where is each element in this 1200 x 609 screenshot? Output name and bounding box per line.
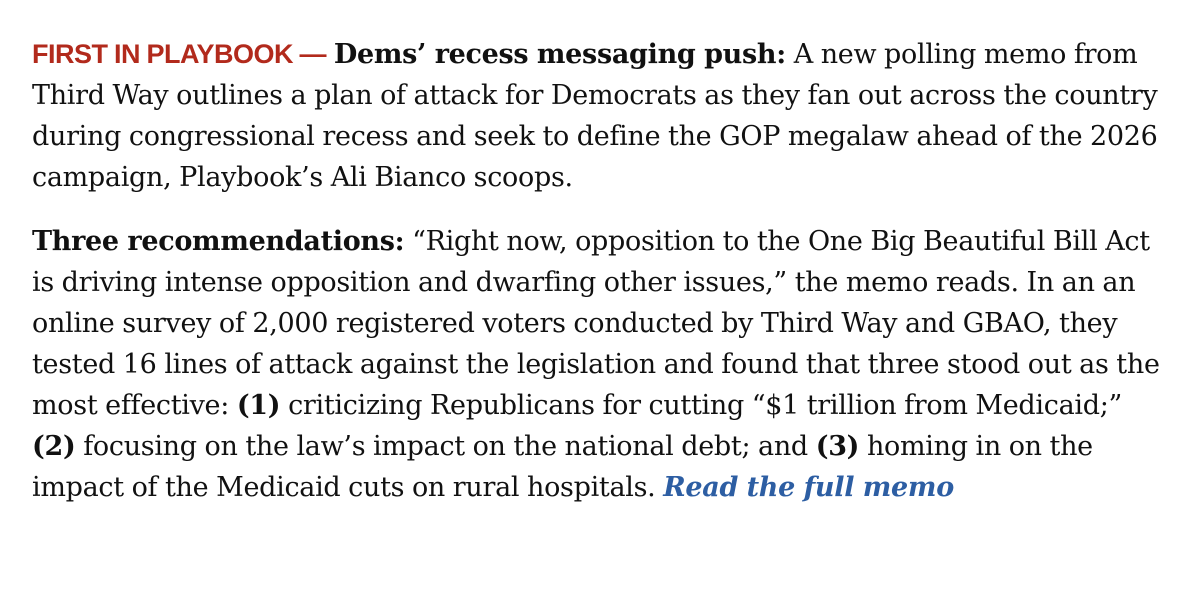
read-full-memo-link[interactable]: Read the full memo [663, 472, 954, 503]
paragraph-text: “Right now, opposition to the One Big Beautiful Bill Act is driving intense opposition and dwarfing other issues,” the memo reads. In an an online survey of 2,000 registered voters conducted by Third Way and GBAO, they tested 16 lines of attack against the legislation and found that three stood out as the most effective: [32, 226, 1160, 421]
article-body [32, 34, 1172, 531]
paragraph-recess-messaging [32, 34, 1172, 198]
list-marker-1: (1) [236, 390, 281, 421]
paragraph-text: A new polling memo from Third Way outlines a plan of attack for Democrats as they fan out across the country during congressional recess and seek to define the GOP megalaw ahead of the 2026 campaign, Playbook’s Ali Bianco scoops. [32, 39, 1158, 193]
paragraph-lead: Three recommendations: [32, 226, 405, 257]
paragraph-lead: Dems’ recess messaging push: [333, 39, 786, 70]
paragraph-text: focusing on the law’s impact on the national debt; and [83, 431, 808, 462]
paragraph-text: criticizing Republicans for cutting “$1 trillion from Medicaid;” [288, 390, 1122, 421]
paragraph-text: homing in on the impact of the Medicaid cuts on rural hospitals. [32, 431, 1093, 503]
section-kicker: FIRST IN PLAYBOOK — [32, 39, 327, 69]
paragraph-recommendations [32, 221, 1172, 508]
list-marker-3: (3) [815, 431, 860, 462]
list-marker-2: (2) [32, 431, 76, 462]
